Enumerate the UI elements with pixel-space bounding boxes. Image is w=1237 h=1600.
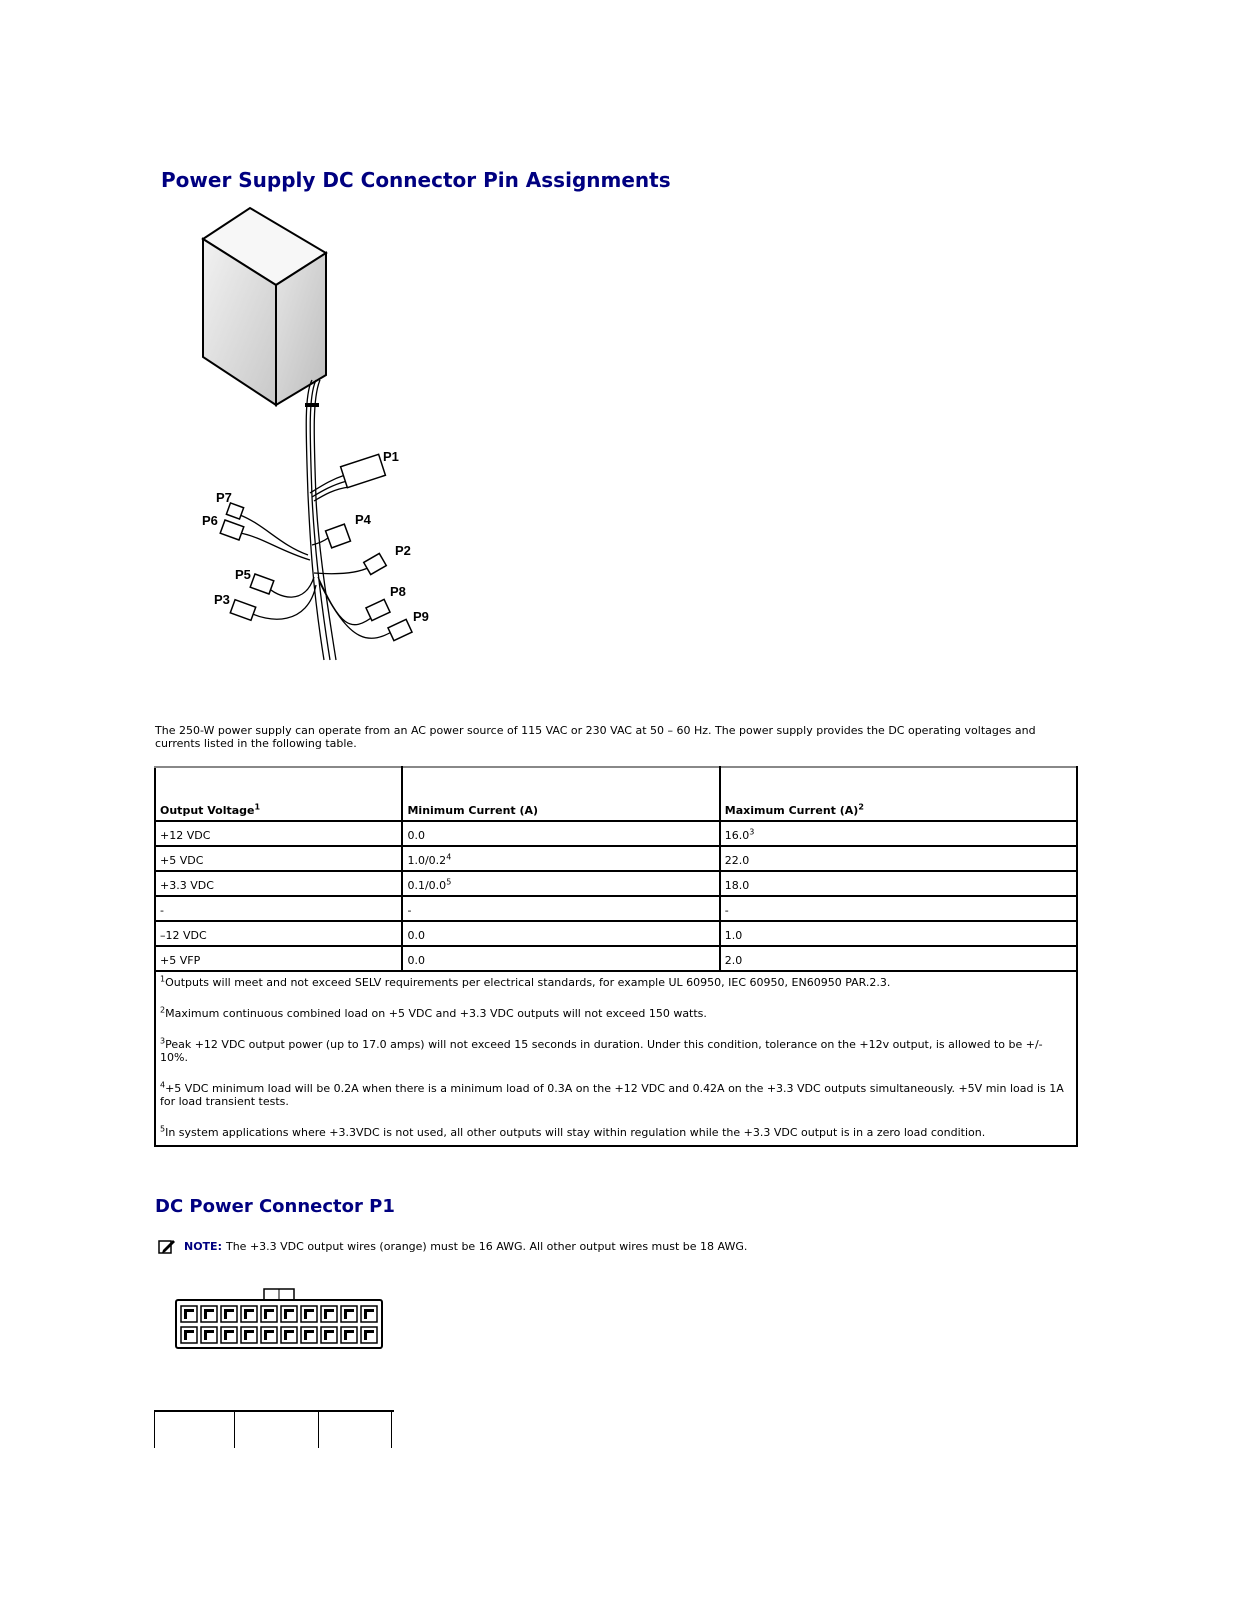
connector-pin <box>321 1306 337 1322</box>
table-row <box>155 896 1077 921</box>
note-label: NOTE: <box>184 1239 222 1253</box>
pin-assignment-table <box>154 1410 394 1448</box>
cell-min: 0.0 <box>402 921 719 946</box>
cell-max: - <box>720 896 1077 921</box>
label-p9: P9 <box>413 609 429 624</box>
table-row <box>155 871 1077 896</box>
connector-pin <box>201 1327 217 1343</box>
footnote: $^4$+5 VDC minimum load will be 0.2A when there is a minimum load of 0.3A on the +12 VDC and 0.42A on the +3.3 VDC outputs simultaneously. +5V min load is 1A for load transient tests. <box>160 1080 1064 1108</box>
table-row <box>155 821 1077 846</box>
connector-pin <box>281 1327 297 1343</box>
connector-pin <box>261 1327 277 1343</box>
cell-min: 0.0 <box>402 946 719 971</box>
connector-pin <box>181 1327 197 1343</box>
connector-pin <box>181 1306 197 1322</box>
connector-pin <box>321 1327 337 1343</box>
label-p7: P7 <box>216 490 232 505</box>
connector-pin <box>261 1306 277 1322</box>
label-p4: P4 <box>355 512 371 527</box>
connector-pin <box>281 1306 297 1322</box>
cell-min: $1.0/0.2^4$ <box>402 846 719 871</box>
cell-min: $0.1/0.0^5$ <box>402 871 719 896</box>
p1-connector-diagram <box>175 1283 395 1383</box>
pencil-note-icon <box>158 1238 176 1254</box>
table-header-row <box>155 767 1077 821</box>
section-title: DC Power Connector P1 <box>155 1196 395 1217</box>
footnote: $^3$Peak +12 VDC output power (up to 17.0 amps) will not exceed 15 seconds in duration. Under this condition, tolerance on the +12v output, is allowed to be +/- 10%. <box>160 1036 1043 1064</box>
label-p2: P2 <box>395 543 411 558</box>
footnotes-row <box>155 971 1077 1146</box>
power-spec-table <box>154 766 1078 1147</box>
table-column-border <box>154 1412 155 1448</box>
table-row <box>155 946 1077 971</box>
table-column-border <box>318 1412 319 1448</box>
cell-max: 22.0 <box>720 846 1077 871</box>
connector-pin <box>201 1306 217 1322</box>
table-column-border <box>391 1412 392 1448</box>
cell-max: 16.0$^3$ <box>720 821 1077 846</box>
connector-pin <box>341 1327 357 1343</box>
table-row <box>155 921 1077 946</box>
header-minimum-current: Minimum Current (A) <box>402 767 719 821</box>
cell-voltage: –12 VDC <box>155 921 402 946</box>
label-p1: P1 <box>383 449 399 464</box>
cell-voltage: +12 VDC <box>155 821 402 846</box>
header-output-voltage: Output Voltage$^1$ <box>155 767 402 821</box>
cell-max: 18.0 <box>720 871 1077 896</box>
label-p6: P6 <box>202 513 218 528</box>
cell-voltage: +5 VDC <box>155 846 402 871</box>
table-column-border <box>234 1412 235 1448</box>
cell-max: 1.0 <box>720 921 1077 946</box>
connector-pin <box>361 1306 377 1322</box>
power-supply-illustration <box>200 205 450 675</box>
connector-pin <box>301 1327 317 1343</box>
label-p5: P5 <box>235 567 251 582</box>
cell-voltage: +3.3 VDC <box>155 871 402 896</box>
note-text: The +3.3 VDC output wires (orange) must be 16 AWG. All other output wires must be 18 AWG. <box>225 1239 748 1253</box>
header-maximum-current: Maximum Current $(A)^2$ <box>720 767 1077 821</box>
connector-pin <box>221 1306 237 1322</box>
connector-pin <box>241 1306 257 1322</box>
footnotes-cell <box>155 971 1077 1146</box>
connector-pin <box>361 1327 377 1343</box>
intro-paragraph: The 250-W power supply can operate from an AC power source of 115 VAC or 230 VAC at 50 – 60 Hz. The power supply provides the DC operating voltages and currents listed in the following table. <box>155 724 1036 750</box>
cell-voltage: - <box>155 896 402 921</box>
label-p8: P8 <box>390 584 406 599</box>
footnote: $^2$Maximum continuous combined load on +5 VDC and +3.3 VDC outputs will not exceed 150 watts. <box>160 1005 707 1020</box>
cell-max: 2.0 <box>720 946 1077 971</box>
connector-pin <box>221 1327 237 1343</box>
footnote: $^1$Outputs will meet and not exceed SELV requirements per electrical standards, for example UL 60950, IEC 60950, EN60950 PAR.2.3. <box>160 974 891 989</box>
connector-pin <box>241 1327 257 1343</box>
cell-voltage: +5 VFP <box>155 946 402 971</box>
footnote: $^5$In system applications where +3.3VDC is not used, all other outputs will stay within regulation while the +3.3 VDC output is in a zero load condition. <box>160 1124 986 1139</box>
cell-min: 0.0 <box>402 821 719 846</box>
note-block <box>158 1238 747 1254</box>
cell-min: - <box>402 896 719 921</box>
label-p3: P3 <box>214 592 230 607</box>
connector-pin <box>301 1306 317 1322</box>
table-row <box>155 846 1077 871</box>
page-title: Power Supply DC Connector Pin Assignments <box>161 168 671 192</box>
connector-pin <box>341 1306 357 1322</box>
